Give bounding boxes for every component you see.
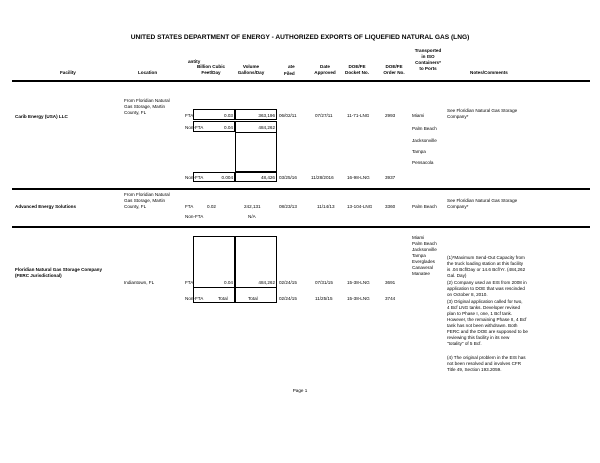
header-iso-line3: Containers* — [415, 60, 441, 65]
floridian-port-2: Palm Beach — [412, 241, 437, 246]
floridian-note-line: (3) Original application called for two, — [447, 299, 523, 304]
header-notes: Notes/Comments — [470, 70, 508, 75]
carib-port-4: Tampa — [412, 149, 426, 154]
header-quantity-fragment: antity — [188, 59, 201, 64]
advanced-note-line1: See Floridian Natural Gas Storage — [447, 198, 518, 203]
header-iso-line2: in ISO — [421, 54, 435, 59]
header-bcf-line1: Billion Cubic — [196, 64, 226, 69]
floridian-note-line: "totality" of 5 Bcf. — [447, 341, 482, 346]
floridian-note-line: (4) The original problem in the EIS has — [447, 355, 526, 360]
floridian-note-line: (1)*Maximum Send-Out Capacity from — [447, 255, 525, 260]
floridian-vol-box — [235, 236, 277, 303]
carib-nonfta2-filed: 03/25/16 — [279, 175, 297, 180]
floridian-note-line: (2) Company used an EIS from 2008 in — [447, 280, 527, 285]
floridian-nonfta-vol: Total — [248, 296, 258, 301]
carib-location-line2: Gas Storage, Martin — [124, 104, 166, 109]
carib-nonfta-bcf: 0.04 — [224, 125, 233, 130]
header-order-line2: Order No. — [383, 70, 405, 75]
carib-port-2: Palm Beach — [412, 126, 437, 131]
header-volume-line2: Gallons/Day — [237, 70, 265, 75]
header-bcf-line2: Feet/Day — [201, 70, 221, 75]
carib-nonfta2-order: 3937 — [385, 175, 396, 180]
carib-fta-label: FTA — [185, 113, 194, 118]
header-location: Location — [138, 70, 158, 75]
floridian-note-line: is .04 Bcf/Day or 14.6 Bcf/Yr. (484,262 — [447, 267, 526, 272]
header-volume-line1: Volume — [242, 64, 260, 69]
header-docket-line1: DOE/FE — [348, 64, 366, 69]
floridian-nonfta-bcf: Total — [218, 296, 228, 301]
carib-fta-filed: 06/02/11 — [279, 113, 297, 118]
header-approved-line2: Approved — [314, 70, 336, 75]
floridian-note-line: FERC and the DOE are supposed to be — [447, 329, 528, 334]
floridian-facility-line1: Floridian Natural Gas Storage Company — [15, 267, 103, 272]
carib-note-line2: Company* — [447, 114, 469, 119]
floridian-fta-vol: 484,262 — [258, 280, 275, 285]
floridian-note-line: However, the remaining Phase II, 4 Bcf — [447, 317, 527, 322]
carib-port-5: Pensacola — [412, 160, 434, 165]
header-iso-line4: to Ports — [419, 66, 437, 71]
header-docket-line2: Docket No. — [345, 70, 369, 75]
advanced-fta-label: FTA — [185, 204, 194, 209]
floridian-port-3: Jacksonville — [412, 247, 437, 252]
carib-nonfta2-approved: 11/28/2016 — [311, 175, 334, 180]
advanced-fta-approved: 11/14/13 — [317, 204, 335, 209]
carib-nonfta2-bcf: 0.004 — [221, 175, 233, 180]
floridian-note-line: not been resolved and involves CFR — [447, 361, 522, 366]
carib-fta-bcf: 0.03 — [224, 113, 233, 118]
floridian-fta-bcf: 0.04 — [224, 280, 233, 285]
carib-fta-vol: 363,196 — [258, 113, 275, 118]
carib-facility: Carib Energy (USA) LLC — [15, 114, 68, 119]
advanced-divider — [12, 226, 590, 228]
floridian-fta-filed: 02/24/15 — [279, 280, 297, 285]
floridian-note-line: plan to Phase I, one, 1 Bcf tank. — [447, 311, 513, 316]
floridian-note-line: Title 49, Section 193.2059. — [447, 367, 502, 372]
advanced-fta-docket: 13-104-LNG — [347, 204, 373, 209]
carib-location-line3: County, FL — [124, 110, 147, 115]
page-number: Page 1 — [292, 388, 308, 393]
header-divider — [12, 80, 590, 82]
carib-nonfta2-docket: 16-98-LNG — [347, 175, 370, 180]
floridian-note-line: reviewing this facility in its new — [447, 335, 510, 340]
advanced-fta-vol: 242,131 — [244, 204, 261, 209]
floridian-port-6: Canaveral — [412, 265, 433, 270]
carib-vol-divider — [235, 132, 277, 133]
carib-nonfta-vol: 484,262 — [258, 125, 275, 130]
carib-nonfta-label: Non-FTA — [185, 125, 204, 130]
floridian-box-divider — [193, 287, 277, 288]
floridian-nonfta-order: 3744 — [385, 296, 396, 301]
advanced-location-line1: From Floridian Natural — [124, 192, 170, 197]
floridian-note-line: Gal. Day) — [447, 273, 467, 278]
floridian-note-line: 4 Bcf LNG tanks. Developer revised — [447, 305, 521, 310]
floridian-bcf-box — [193, 236, 235, 303]
header-filed: Filed — [284, 71, 295, 76]
floridian-nonfta-docket: 15-38-LNG — [347, 296, 370, 301]
carib-fta-approved: 07/27/11 — [315, 113, 333, 118]
advanced-note-line2: Company* — [447, 204, 469, 209]
advanced-fta-filed: 08/23/13 — [279, 204, 297, 209]
floridian-fta-label: FTA — [185, 280, 194, 285]
floridian-nonfta-filed: 02/24/15 — [279, 296, 297, 301]
page-title: UNITED STATES DEPARTMENT OF ENERGY - AUTHORIZED EXPORTS OF LIQUEFIED NATURAL GAS (LNG) — [130, 34, 470, 41]
floridian-fta-order: 3691 — [385, 280, 396, 285]
advanced-location-line3: County, FL — [124, 204, 147, 209]
floridian-note-line: the truck loading station at this facility — [447, 261, 524, 266]
advanced-nonfta-vol: N/A — [248, 214, 256, 219]
floridian-note-line: on October 8, 2010. — [447, 292, 488, 297]
header-approved-line1: Date — [320, 64, 330, 69]
advanced-location-line2: Gas Storage, Martin — [124, 198, 166, 203]
header-facility: Facility — [60, 70, 76, 75]
header-iso-line1: Transported — [414, 48, 442, 53]
carib-fta-order: 2993 — [385, 113, 396, 118]
carib-divider — [12, 188, 590, 190]
carib-location-line1: From Floridian Natural — [124, 98, 170, 103]
carib-note-line1: See Floridian Natural Gas Storage — [447, 108, 518, 113]
floridian-fta-approved: 07/31/15 — [315, 280, 333, 285]
floridian-note-line: application to DOE that was rescinded — [447, 286, 525, 291]
floridian-note-line: tank has not been withdrawn. Both — [447, 323, 518, 328]
carib-nonfta2-label: Non-FTA — [185, 175, 204, 180]
advanced-fta-order: 3360 — [385, 204, 396, 209]
floridian-port-1: Miami — [412, 235, 425, 240]
floridian-port-7: Manatee — [412, 271, 430, 276]
carib-port-3: Jacksonville — [412, 138, 437, 143]
header-order-line1: DOE/FE — [385, 64, 403, 69]
floridian-nonfta-approved: 11/25/15 — [315, 296, 333, 301]
advanced-facility: Advanced Energy Solutions — [15, 204, 77, 209]
floridian-nonfta-label: Non-FTA — [185, 296, 204, 301]
advanced-nonfta-label: Non-FTA — [185, 214, 204, 219]
carib-port-1: Miami — [412, 113, 425, 118]
floridian-location: Indiantown, FL — [124, 280, 155, 285]
advanced-port: Palm Beach — [412, 204, 437, 209]
header-date-filed-fragment: ate — [288, 64, 295, 69]
floridian-facility-line2: (FERC Jurisdictional) — [15, 273, 62, 278]
carib-fta-docket: 11-71-LNG — [347, 113, 370, 118]
floridian-port-4: Tampa — [412, 253, 426, 258]
floridian-fta-docket: 15-38-LNG — [347, 280, 370, 285]
carib-nonfta2-vol: 48,426 — [260, 175, 275, 180]
floridian-port-5: Everglades — [412, 259, 435, 264]
advanced-fta-bcf: 0.02 — [207, 204, 216, 209]
